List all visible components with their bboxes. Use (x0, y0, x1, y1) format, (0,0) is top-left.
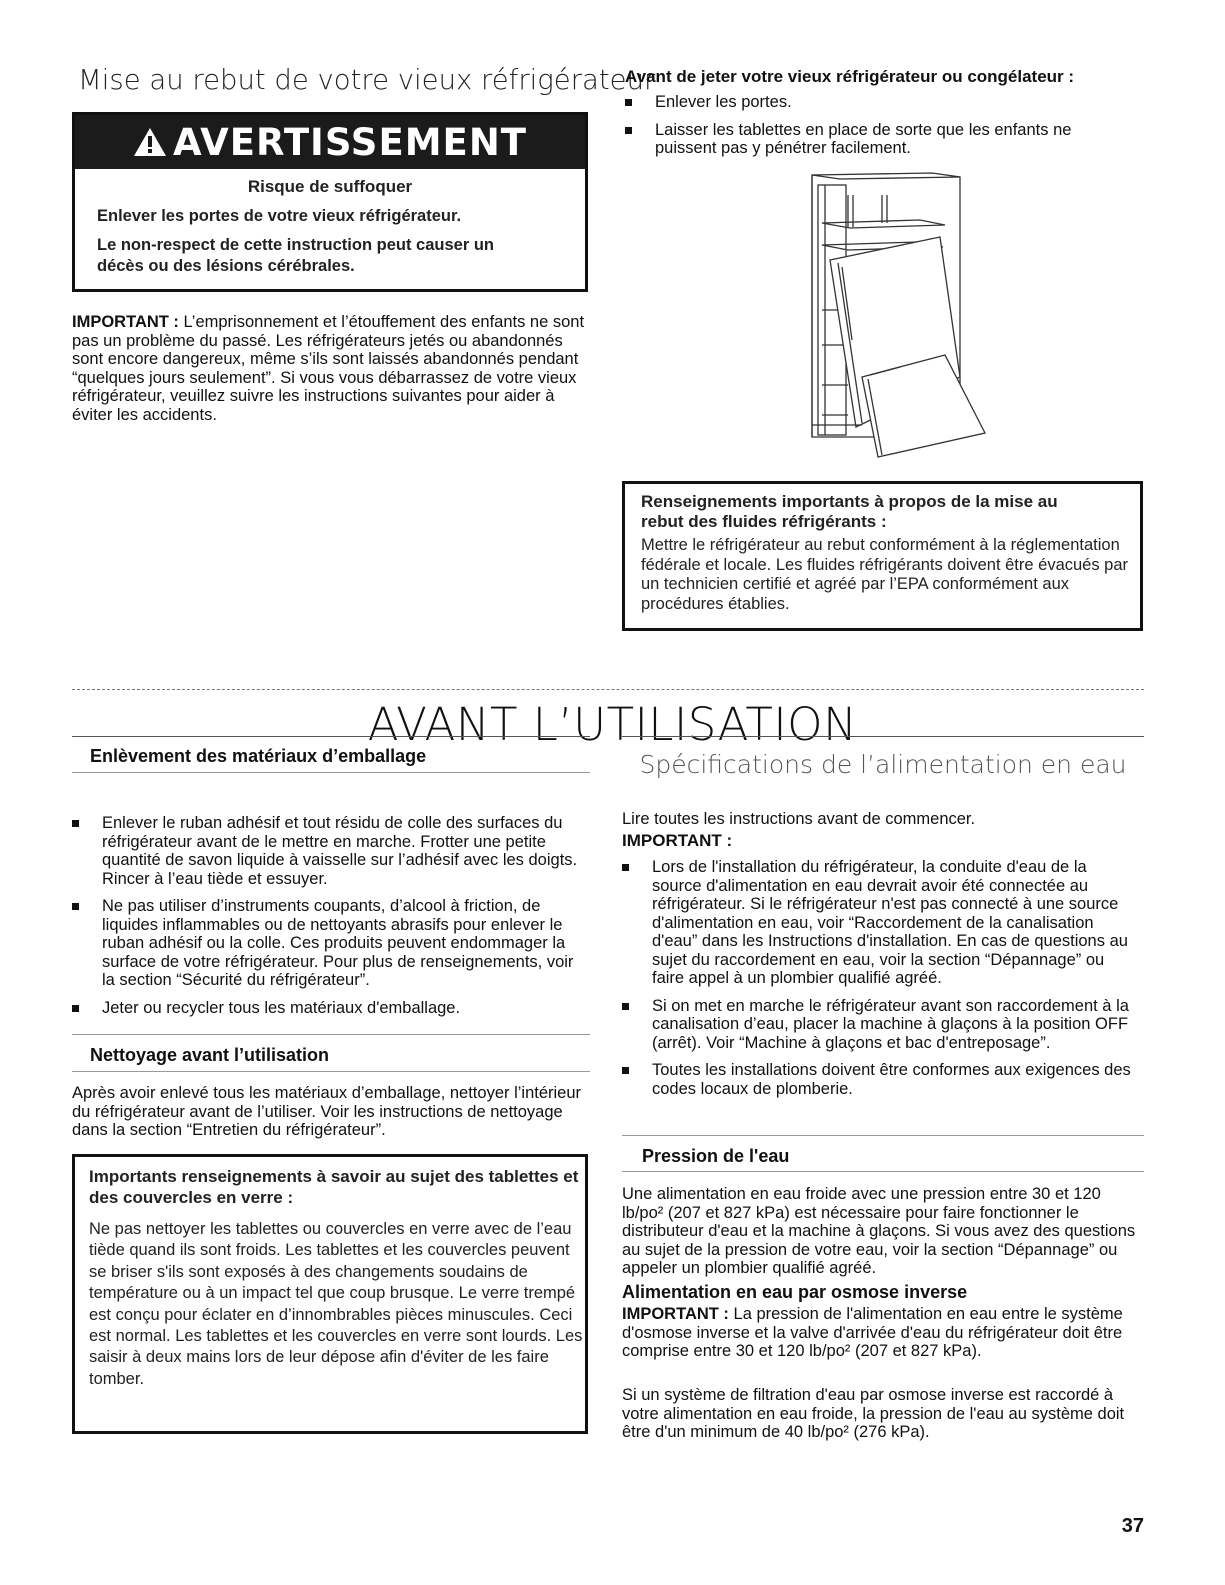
pressure-heading-rule-bottom (622, 1171, 1144, 1172)
before-discard-heading: Avant de jeter votre vieux réfrigérateur ou congélateur : (625, 67, 1075, 86)
water-spec-important-label: IMPORTANT : (622, 831, 733, 850)
refrigerator-doors-removed-illustration (800, 165, 990, 460)
cleaning-paragraph: Après avoir enlevé tous les matériaux d’emballage, nettoyer l’intérieur du réfrigérateur avant de l’utiliser. Voir les instructions de nettoyage dans la section “Entretien du réfrigérateur”. (72, 1084, 582, 1139)
water-spec-list (622, 858, 1140, 1107)
warning-banner (75, 115, 585, 169)
cleaning-heading: Nettoyage avant l’utilisation (90, 1045, 330, 1065)
list-item: Toutes les installations doivent être conformes aux exigences des codes locaux de plomberie. (622, 1061, 1140, 1098)
disposal-section-title: Mise au rebut de votre vieux réfrigérateur (78, 64, 656, 96)
glass-box-heading: Importants renseignements à savoir au sujet des tablettes et des couvercles en verre : (89, 1167, 579, 1207)
warning-risk: Risque de suffoquer (247, 177, 413, 196)
packaging-heading: Enlèvement des matériaux d’emballage (90, 746, 427, 766)
list-item: Lors de l'installation du réfrigérateur, la conduite d'eau de la source d'alimentation en eau devrait avoir été connectée au réfrigérateur. Si le réfrigérateur n'est pas connecté à une source d'alimentation en eau, voir “Raccordement de la canalisation d'eau” dans les Instructions d'installation. En cas de questions au sujet du raccordement en eau, voir la section “Dépannage” ou faire appel à un plombier qualifié agréé. (622, 858, 1140, 988)
pressure-paragraph: Une alimentation en eau froide avec une pression entre 30 et 120 lb/po² (207 et 827 kPa) est nécessaire pour faire fonctionner le distributeur d'eau et la machine à glaçons. Si vous avez des questions au sujet de la pression de votre eau, voir la section “Dépannage” ou appeler un plombier qualifié agréé. (622, 1185, 1136, 1277)
section-divider (72, 689, 1144, 690)
list-item: Si on met en marche le réfrigérateur avant son raccordement à la canalisation d’eau, placer la machine à glaçons à la position OFF (arrêt). Voir “Machine à glaçons et bac d'entreposage”. (622, 997, 1140, 1053)
list-item: Enlever le ruban adhésif et tout résidu de colle des surfaces du réfrigérateur avant de le mettre en marche. Frotter une petite quantité de savon liquide à vaisselle sur l’adhésif avec les doigts. Rincer à l’eau tiède et essuyer. (72, 814, 582, 888)
list-item: Enlever les portes. (625, 93, 1140, 112)
list-item: Jeter ou recycler tous les matériaux d'emballage. (72, 999, 582, 1018)
osmosis-paragraph: Si un système de filtration d'eau par osmose inverse est raccordé à votre alimentation en eau froide, la pression de l'eau au système doit être d'un minimum de 40 lb/po² (276 kPa). (622, 1386, 1125, 1441)
pressure-heading: Pression de l'eau (642, 1146, 790, 1166)
refrigerant-info-box (622, 481, 1143, 631)
list-item: Ne pas utiliser d’instruments coupants, d’alcool à friction, de liquides inflammables ou de nettoyants abrasifs pour enlever le ruban adhésif ou la colle. Ces produits peuvent endommager la surface de votre réfrigérateur. Pour plus de renseignements, voir la section “Sécurité du réfrigérateur”. (72, 897, 582, 990)
osmosis-important-text: La pression de l'alimentation en eau entre le système d'osmose inverse et la valve d'arrivée d'eau du réfrigérateur doit être comprise entre 30 et 120 lb/po² (207 et 827 kPa). (622, 1305, 1123, 1360)
suffocation-warning-box (72, 112, 588, 292)
important-label: IMPORTANT : (72, 313, 179, 331)
warning-line-1: Enlever les portes de votre vieux réfrigérateur. (97, 207, 462, 225)
before-discard-list (625, 93, 1140, 167)
refrigerant-box-text: Mettre le réfrigérateur au rebut conformément à la réglementation fédérale et locale. Les fluides réfrigérants doivent être évacués par un technicien certifié et agréé par l’EPA conformément aux procédures établies. (641, 536, 1129, 613)
warning-triangle-icon (133, 127, 167, 157)
water-spec-intro: Lire toutes les instructions avant de commencer. (622, 810, 976, 828)
list-item: Laisser les tablettes en place de sorte que les enfants ne puissent pas y pénétrer facilement. (625, 121, 1140, 158)
cleaning-heading-rule-bottom (72, 1071, 590, 1072)
page-number: 37 (1121, 1515, 1144, 1537)
important-text: L’emprisonnement et l’étouffement des enfants ne sont pas un problème du passé. Les réfrigérateurs jetés ou abandonnés sont encore dangereux, même s’ils sont laissés abandonnés pendant “quelques jours seulement”. Si vous vous débarrassez de votre vieux réfrigérateur, veuillez suivre les instructions suivantes pour aider à éviter les accidents. (72, 313, 585, 424)
warning-banner-text: AVERTISSEMENT (172, 120, 528, 164)
water-spec-rule-top (622, 736, 1144, 737)
warning-line-2: Le non-respect de cette instruction peut causer un décès ou des lésions cérébrales. (97, 236, 494, 275)
glass-shelves-info-box (72, 1154, 588, 1434)
cleaning-heading-rule-top (72, 1034, 590, 1035)
water-spec-title: Spécifications de l’alimentation en eau (639, 750, 1127, 779)
glass-box-text: Ne pas nettoyer les tablettes ou couvercles en verre avec de l’eau tiède quand ils sont froids. Les tablettes et les couvercles peuvent se briser s'ils sont exposés à des changements soudains de température ou à un impact tel que coup brusque. Le verre trempé est conçu pour éclater en d’innombrables pièces minuscules. Ceci est normal. Les tablettes et les couvercles en verre sont lourds. Les saisir à deux mains lors de leur dépose afin d'éviter de les faire tomber. (89, 1220, 583, 1388)
refrigerant-box-heading: Renseignements importants à propos de la mise au rebut des fluides réfrigérants : (641, 492, 1058, 531)
osmosis-heading: Alimentation en eau par osmose inverse (622, 1282, 968, 1302)
packaging-list (72, 814, 582, 1026)
packaging-heading-rule-bottom (72, 772, 590, 773)
disposal-important-paragraph (72, 313, 590, 424)
packaging-heading-rule-top (72, 736, 590, 737)
osmosis-important-paragraph (622, 1305, 1140, 1361)
pressure-heading-rule-top (622, 1135, 1144, 1136)
main-section-title: AVANT L’UTILISATION (367, 698, 858, 751)
osmosis-important-label: IMPORTANT : (622, 1305, 729, 1323)
